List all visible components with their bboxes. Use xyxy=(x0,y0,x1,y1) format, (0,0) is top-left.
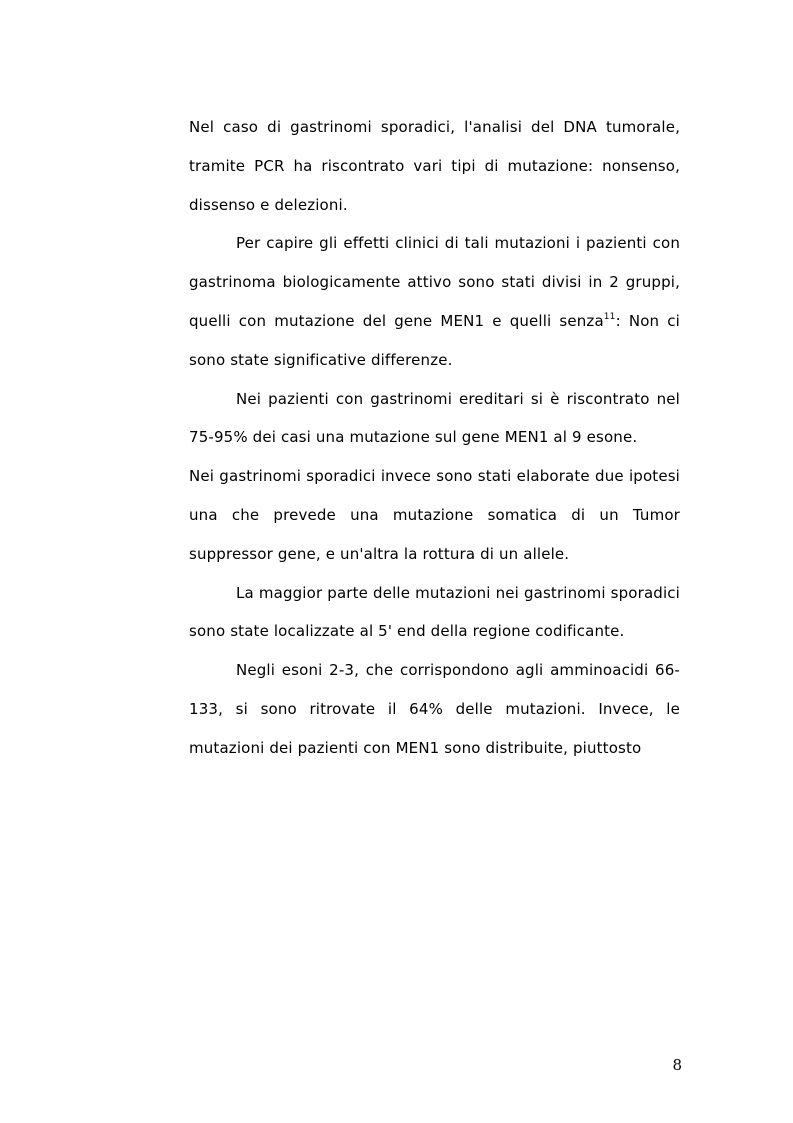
paragraph-2-tail: : Non ci sono state significative differenze. xyxy=(189,311,680,369)
paragraph-2 xyxy=(189,224,680,379)
paragraph-3-text: Nei pazienti con gastrinomi ereditari si è riscontrato nel 75-95% dei casi una mutazione sul gene MEN1 al 9 esone. xyxy=(189,389,680,447)
page-number: 8 xyxy=(672,1056,682,1074)
paragraph-6 xyxy=(189,651,680,767)
footnote-reference: 11 xyxy=(603,311,616,322)
paragraph-3 xyxy=(189,380,680,458)
paragraph-1 xyxy=(189,108,680,224)
paragraph-2-text: Per capire gli effetti clinici di tali mutazioni i pazienti con gastrinoma biologicamente attivo sono stati divisi in 2 gruppi, quelli con mutazione del gene MEN1 e quelli senza xyxy=(189,234,680,330)
body-text xyxy=(189,108,680,768)
paragraph-5 xyxy=(189,574,680,652)
paragraph-1-text: Nel caso di gastrinomi sporadici, l'analisi del DNA tumorale, tramite PCR ha riscontrato vari tipi di mutazione: nonsenso, dissenso e delezioni. xyxy=(189,118,680,214)
paragraph-4 xyxy=(189,457,680,573)
paragraph-5-text: La maggior parte delle mutazioni nei gastrinomi sporadici sono state localizzate al 5' end della regione codificante. xyxy=(189,583,680,641)
paragraph-4-text: Nei gastrinomi sporadici invece sono stati elaborate due ipotesi una che prevede una mutazione somatica di un Tumor suppressor gene, e un'altra la rottura di un allele. xyxy=(189,467,680,563)
paragraph-6-text: Negli esoni 2-3, che corrispondono agli amminoacidi 66-133, si sono ritrovate il 64% delle mutazioni. Invece, le mutazioni dei pazienti con MEN1 sono distribuite, piuttosto xyxy=(189,661,680,757)
